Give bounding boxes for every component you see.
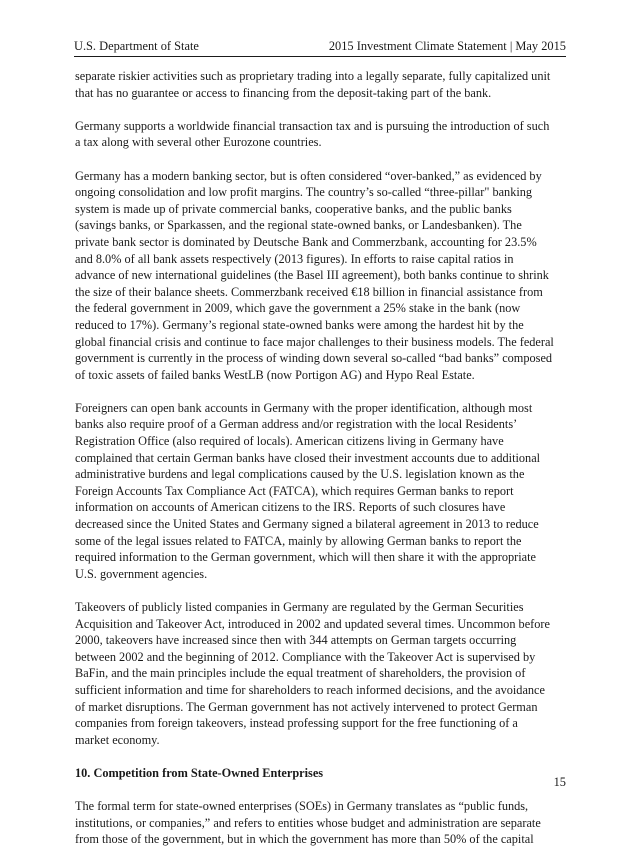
text-line: companies from foreign takeovers, instead professing support for the free functioning of a <box>75 716 518 731</box>
text-line: 2000, takeovers have increased since then with 344 attempts on German targets occurring <box>75 633 517 648</box>
text-line: Registration Office (also required of locals). American citizens living in Germany have <box>75 434 504 449</box>
text-line: Takeovers of publicly listed companies in Germany are regulated by the German Securities <box>75 600 524 614</box>
text-line: complained that certain German banks have closed their investment accounts due to additional <box>75 450 541 465</box>
text-line: market economy. <box>75 732 160 747</box>
text-line: government is currently in the process of winding down several so-called “bad banks” composed <box>75 351 553 366</box>
text-line: of toxic assets of failed banks WestLB (now Portigon AG) and Hypo Real Estate. <box>75 367 475 382</box>
text-line: The formal term for state-owned enterprises (SOEs) in Germany translates as “public funds, <box>75 799 529 814</box>
text-line: Foreigners can open bank accounts in Germany with the proper identification, although most <box>75 400 533 415</box>
text-line: (savings banks, or Sparkassen, and the regional state-owned banks, or Landesbanken). The <box>75 218 522 233</box>
text-line: that has no guarantee or access to financing from the deposit-taking part of the bank. <box>75 85 492 100</box>
text-line: required information to the German government, which will then share it with the appropriate <box>75 550 536 565</box>
text-line: institutions, or companies,” and refers to entities whose budget and administration are separate <box>75 815 541 830</box>
text-line: from those of the government, but in which the government has more than 50% of the capital <box>75 832 534 847</box>
text-line: BaFin, and the main principles include the equal treatment of shareholders, the provision of <box>75 666 526 681</box>
page-header <box>74 37 566 57</box>
text-line: administrative burdens and legal complications caused by the U.S. legislation known as the <box>75 467 525 482</box>
paragraph-bank-separation <box>75 68 568 101</box>
text-line: a tax along with several other Eurozone countries. <box>75 135 322 150</box>
header-rule <box>74 56 566 57</box>
text-line: Acquisition and Takeover Act, introduced in 2002 and updated several times. Uncommon before <box>75 616 550 631</box>
text-line: separate riskier activities such as proprietary trading into a legally separate, fully capitalized unit <box>75 69 551 83</box>
text-line: banks also require proof of a German address and/or registration with the local Residents’ <box>75 417 518 432</box>
text-line: the federal government in 2009, which gave the government a 25% stake in the bank (now <box>75 301 521 316</box>
document-body <box>75 68 568 865</box>
text-line: advance of new international guidelines (the Basel III agreement), both banks continue to shrink <box>75 268 549 283</box>
text-line: decreased since the United States and Germany signed a bilateral agreement in 2013 to reduce <box>75 517 539 532</box>
section-heading: 10. Competition from State-Owned Enterprises <box>75 765 324 780</box>
text-line: of market disruptions. The German government has not actively intervened to protect German <box>75 699 538 714</box>
text-line: the size of their balance sheets. Commerzbank received €18 billion in financial assistance from <box>75 284 543 299</box>
text-line: ongoing consolidation and low profit margins. The country’s so-called “three-pillar" banking <box>75 185 533 200</box>
text-line: between 2002 and the beginning of 2012. Compliance with the Takeover Act is supervised by <box>75 649 536 664</box>
header-report-title: 2015 Investment Climate Statement | May 2015 <box>328 39 566 53</box>
text-line: sufficient information and time for shareholders to reach informed decisions, and the avoidance <box>75 682 545 697</box>
paragraph-takeovers <box>75 599 568 748</box>
text-line: some of the legal issues related to FATCA, mainly by allowing German banks to report the <box>75 533 522 548</box>
paragraph-banking-sector <box>75 168 568 384</box>
text-line: and 8.0% of all bank assets respectively (2013 figures). In efforts to raise capital ratios in <box>75 251 514 266</box>
text-line: reduced to 17%). Germany’s regional state-owned banks were among the hardest hit by the <box>75 317 524 332</box>
text-line: global financial crisis and continue to face major challenges to their business models. The federal <box>75 334 554 349</box>
text-line: Germany supports a worldwide financial transaction tax and is pursuing the introduction of such <box>75 118 550 133</box>
text-line: Germany has a modern banking sector, but is often considered “over-banked,” as evidenced by <box>75 168 542 183</box>
text-line: Foreign Accounts Tax Compliance Act (FATCA), which requires German banks to report <box>75 483 514 498</box>
page-number: 15 <box>553 775 566 789</box>
header-department: U.S. Department of State <box>74 39 199 53</box>
text-line: information on accounts of American citizens to the IRS. Reports of such closures have <box>75 500 506 515</box>
text-line: U.S. government agencies. <box>75 566 208 581</box>
text-line: system is made up of private commercial banks, cooperative banks, and the public banks <box>75 201 512 216</box>
paragraph-transaction-tax <box>75 118 568 151</box>
paragraph-soe-definition <box>75 798 568 848</box>
text-line: private bank sector is dominated by Deutsche Bank and Commerzbank, accounting for 23.5% <box>75 234 537 249</box>
paragraph-foreign-accounts <box>75 400 568 583</box>
